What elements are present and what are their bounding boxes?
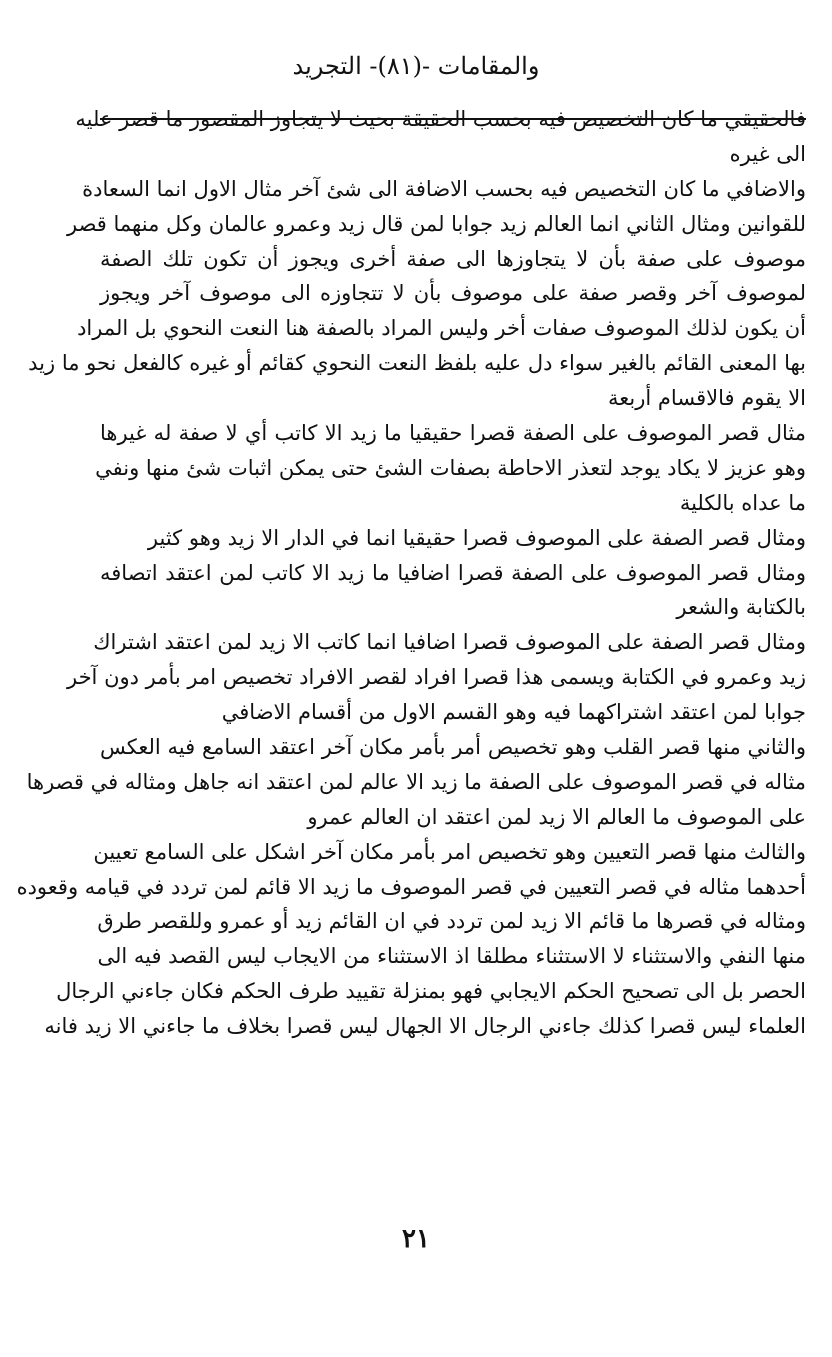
text-line: بها المعنى القائم بالغير سواء دل عليه بلفظ النعت النحوي كقائم أو غيره كالفعل نحو ما زيد: [28, 351, 806, 376]
text-line: ومثال قصر الصفة على الموصوف قصرا اضافيا انما كاتب الا زيد لمن اعتقد اشتراك: [93, 630, 806, 655]
text-line: بالكتابة والشعر: [676, 595, 806, 620]
text-line: ما عداه بالكلية: [679, 490, 806, 515]
text-line: وهو عزيز لا يكاد يوجد لتعذر الاحاطة بصفات الشئ حتى يمكن اثبات شئ منها ونفي: [95, 455, 806, 480]
text-line: الا يقوم فالاقسام أربعة: [608, 386, 806, 411]
text-line: والثاني منها قصر القلب وهو تخصيص أمر بأمر مكان آخر اعتقد السامع فيه العكس: [100, 735, 806, 760]
text-line: للقوانين ومثال الثاني انما العالم زيد جوابا لمن قال زيد وعمرو عالمان وكل منهما قصر: [67, 211, 806, 236]
header-dash: )-: [361, 52, 387, 80]
header-right-word: التجريد: [292, 52, 362, 80]
text-line: ومثال قصر الصفة على الموصوف قصرا حقيقيا انما في الدار الا زيد وهو كثير: [147, 525, 806, 550]
text-line: موصوف على صفة بأن لا يتجاوزها الى صفة أخرى ويجوز أن تكون تلك الصفة: [100, 246, 806, 271]
folio-number: ٢١: [402, 1224, 430, 1254]
text-line: والثالث منها قصر التعيين وهو تخصيص امر بأمر مكان آخر اشكل على السامع تعيين: [93, 839, 806, 864]
header-page-number: ٨١: [386, 52, 413, 80]
text-line: مثال قصر الموصوف على الصفة قصرا حقيقيا ما زيد الا كاتب أي لا صفة له غيرها: [100, 421, 806, 446]
text-line: مثاله في قصر الموصوف على الصفة ما زيد الا عالم لمن اعتقد انه جاهل ومثاله في قصرها: [26, 769, 806, 794]
text-body: [16, 102, 806, 1044]
text-line: أحدهما مثاله في قصر التعيين في قصر الموصوف ما زيد الا قائم لمن تردد في قيامه وقعوده: [16, 874, 806, 899]
text-line: جوابا لمن اعتقد اشتراكهما فيه وهو القسم الاول من أقسام الاضافي: [221, 700, 806, 725]
text-line: فالحقيقي ما كان التخصيص فيه بحسب الحقيقة بحيث لا يتجاوز المقصور ما قصر عليه: [75, 107, 806, 131]
text-line: على الموصوف ما العالم الا زيد لمن اعتقد ان العالم عمرو: [307, 804, 806, 829]
text-line: ومثال قصر الموصوف على الصفة قصرا اضافيا ما زيد الا كاتب لمن اعتقد اتصافه: [100, 560, 806, 585]
text-line: زيد وعمرو في الكتابة ويسمى هذا قصرا افراد لقصر الافراد تخصيص امر بأمر دون آخر: [66, 665, 806, 690]
header-dash: -(: [412, 52, 431, 80]
header-left-word: والمقامات: [437, 52, 540, 80]
text-line: لموصوف آخر وقصر صفة على موصوف بأن لا تتجاوزه الى موصوف آخر ويجوز: [100, 281, 806, 306]
text-line: منها النفي والاستثناء لا الاستثناء مطلقا اذ الاستثناء من الايجاب ليس القصد فيه الى: [97, 944, 806, 969]
text-line: العلماء ليس قصرا كذلك جاءني الرجال الا الجهال ليس قصرا بخلاف ما جاءني الا زيد فانه: [44, 1014, 806, 1039]
text-line: ومثاله في قصرها ما قائم الا زيد لمن تردد في ان القائم زيد أو عمرو وللقصر طرق: [97, 909, 806, 934]
text-line: الحصر بل الى تصحيح الحكم الايجابي فهو بمنزلة تقييد طرف الحكم فكان جاءني الرجال: [56, 979, 806, 1004]
text-line: والاضافي ما كان التخصيص فيه بحسب الاضافة الى شئ آخر مثال الاول انما السعادة: [82, 176, 806, 201]
page-header: [0, 52, 832, 80]
text-line: أن يكون لذلك الموصوف صفات أخر وليس المراد بالصفة هنا النعت النحوي بل المراد: [77, 316, 806, 341]
text-line: الى غيره: [729, 141, 806, 166]
